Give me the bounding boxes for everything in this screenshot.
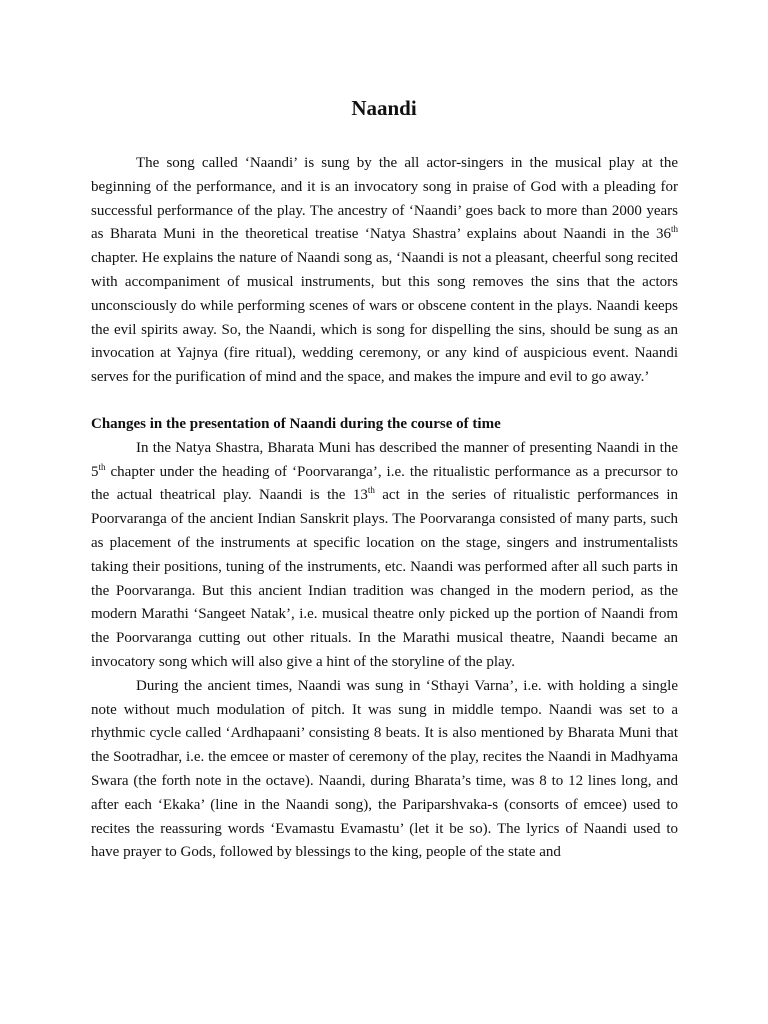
superscript-th: th [670,224,678,235]
paragraph-intro-text-2: chapter. He explains the nature of Naandi song as, ‘Naandi is not a pleasant, cheerful song recited with accompaniment of musical instruments, but this song removes the sins that the actors unconsciously do while performing scenes of wars or obscene content in the plays. Naandi keeps the evil spirits away. So, the Naandi, which is song for dispelling the sins, should be sung as an invocation at Yajnya (fire ritual), wedding ceremony, or any kind of auspicious event. Naandi serves for the purification of mind and the space, and makes the impure and evil to go away.’ [91,250,678,386]
paragraph-intro-text-1: The song called ‘Naandi’ is sung by the all actor-singers in the musical play at the beginning of the performance, and it is an invocatory song in praise of God with a pleading for successful performance of the play. The ancestry of ‘Naandi’ goes back to more than 2000 years as Bharata Muni in the theoretical treatise ‘Natya Shastra’ explains about Naandi in the 36 [91,155,678,243]
paragraph-ancient-times: During the ancient times, Naandi was sung in ‘Sthayi Varna’, i.e. with holding a single note without much modulation of pitch. It was sung in middle tempo. Naandi was set to a rhythmic cycle called ‘Ardhapaani’ consisting 8 beats. It is also mentioned by Bharata Muni that the Sootradhar, i.e. the emcee or master of ceremony of the play, recites the Naandi in Madhyama Swara (the forth note in the octave). Naandi, during Bharata’s time, was 8 to 12 lines long, and after each ‘Ekaka’ (line in the Naandi song), the Pariparshvaka-s (consorts of emcee) used to recites the reassuring words ‘Evamastu Evamastu’ (let it be so). The lyrics of Naandi used to have prayer to Gods, followed by blessings to the king, people of the state and [91,677,678,861]
paragraph-intro [91,152,678,390]
paragraph-poorvaranga [91,437,678,675]
section-heading: Changes in the presentation of Naandi during the course of time [91,415,501,432]
paragraph-poorvaranga-text-1: In the Natya Shastra, Bharata Muni has described the manner of presenting Naandi in the 5 [91,439,678,480]
paragraph-poorvaranga-text-2: chapter under the heading of ‘Poorvaranga’, i.e. the ritualistic performance as a precursor to the actual theatrical play. Naandi is the 13 [91,463,678,504]
page-title: Naandi [351,96,417,120]
paragraph-poorvaranga-text-3: act in the series of ritualistic performances in Poorvaranga of the ancient Indian Sanskrit plays. The Poorvaranga consisted of many parts, such as placement of the instruments at specific location on the stage, singers and instrumentalists taking their positions, tuning of the instruments, etc. Naandi was performed after all such parts in the Poorvaranga. But this ancient Indian tradition was changed in the modern period, as the modern Marathi ‘Sangeet Natak’, i.e. musical theatre only picked up the portion of Naandi from the Poorvaranga cutting out other rituals. In the Marathi musical theatre, Naandi became an invocatory song which will also give a hint of the storyline of the play. [91,487,678,670]
superscript-th: th [98,461,106,472]
superscript-th: th [367,485,375,496]
document-body [91,152,678,865]
